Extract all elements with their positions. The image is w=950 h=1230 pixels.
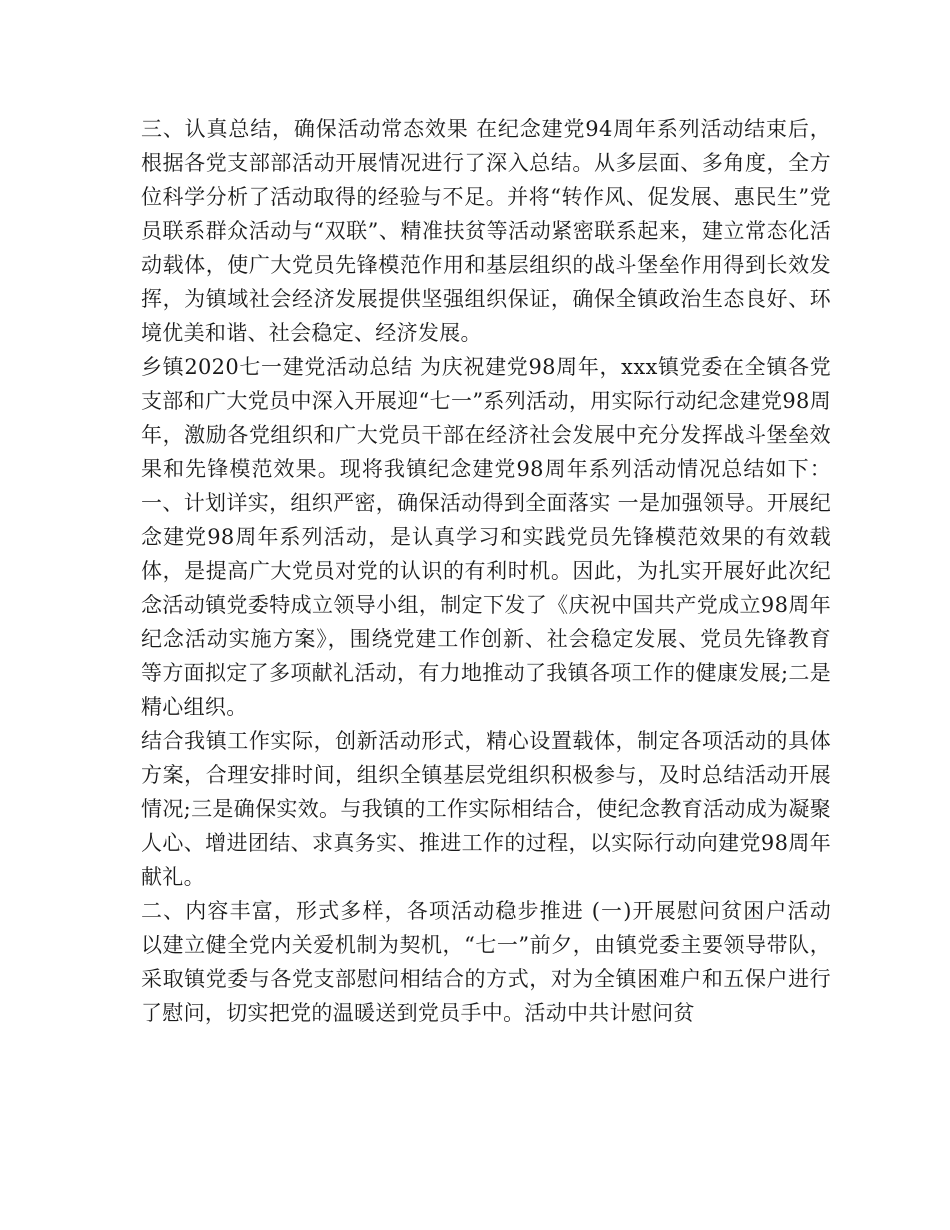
paragraph-section-two-activities: 二、内容丰富，形式多样，各项活动稳步推进 (一)开展慰问贫困户活动 以建立健全党内关爱机制为契机，“七一”前夕，由镇党委主要领导带队，采取镇党委与各党支部慰问相结合的方式，对为全镇困难户和五保户进行了慰问，切实把党的温暖送到党员手中。活动中共计慰问贫 bbox=[141, 899, 831, 1025]
paragraph-township-summary-intro: 乡镇2020七一建党活动总结 为庆祝建党98周年，xxx镇党委在全镇各党支部和广大党员中深入开展迎“七一”系列活动，用实际行动纪念建党98周年，激励各党组织和广大党员干部在经济社会发展中充分发挥战斗堡垒效果和先锋模范效果。现将我镇纪念建党98周年系列活动情况总结如下： 一、计划详实，组织严密，确保活动得到全面落实 一是加强领导。开展纪念建党98周年系列活动，是认真学习和实践党员先锋模范效果的有效载体，是提高广大党员对党的认识的有利时机。因此，为扎实开展好此次纪念活动镇党委特成立领导小组，制定下发了《庆祝中国共产党成立98周年纪念活动实施方案》，围绕党建工作创新、社会稳定发展、党员先锋教育等方面拟定了多项献礼活动，有力地推动了我镇各项工作的健康发展;二是精心组织。 bbox=[141, 355, 831, 719]
document-body bbox=[141, 112, 831, 1030]
paragraph-work-practice: 结合我镇工作实际，创新活动形式，精心设置载体，制定各项活动的具体方案，合理安排时间，组织全镇基层党组织积极参与，及时总结活动开展情况;三是确保实效。与我镇的工作实际相结合，使纪念教育活动成为凝聚人心、增进团结、求真务实、推进工作的过程，以实际行动向建党98周年献礼。 bbox=[141, 729, 831, 889]
paragraph-summary-section-three: 三、认真总结，确保活动常态效果 在纪念建党94周年系列活动结束后，根据各党支部部活动开展情况进行了深入总结。从多层面、多角度，全方位科学分析了活动取得的经验与不足。并将“转作风、促发展、惠民生”党员联系群众活动与“双联”、精准扶贫等活动紧密联系起来，建立常态化活动载体，使广大党员先锋模范作用和基层组织的战斗堡垒作用得到长效发挥，为镇域社会经济发展提供坚强组织保证，确保全镇政治生态良好、环境优美和谐、社会稳定、经济发展。 bbox=[141, 117, 831, 345]
